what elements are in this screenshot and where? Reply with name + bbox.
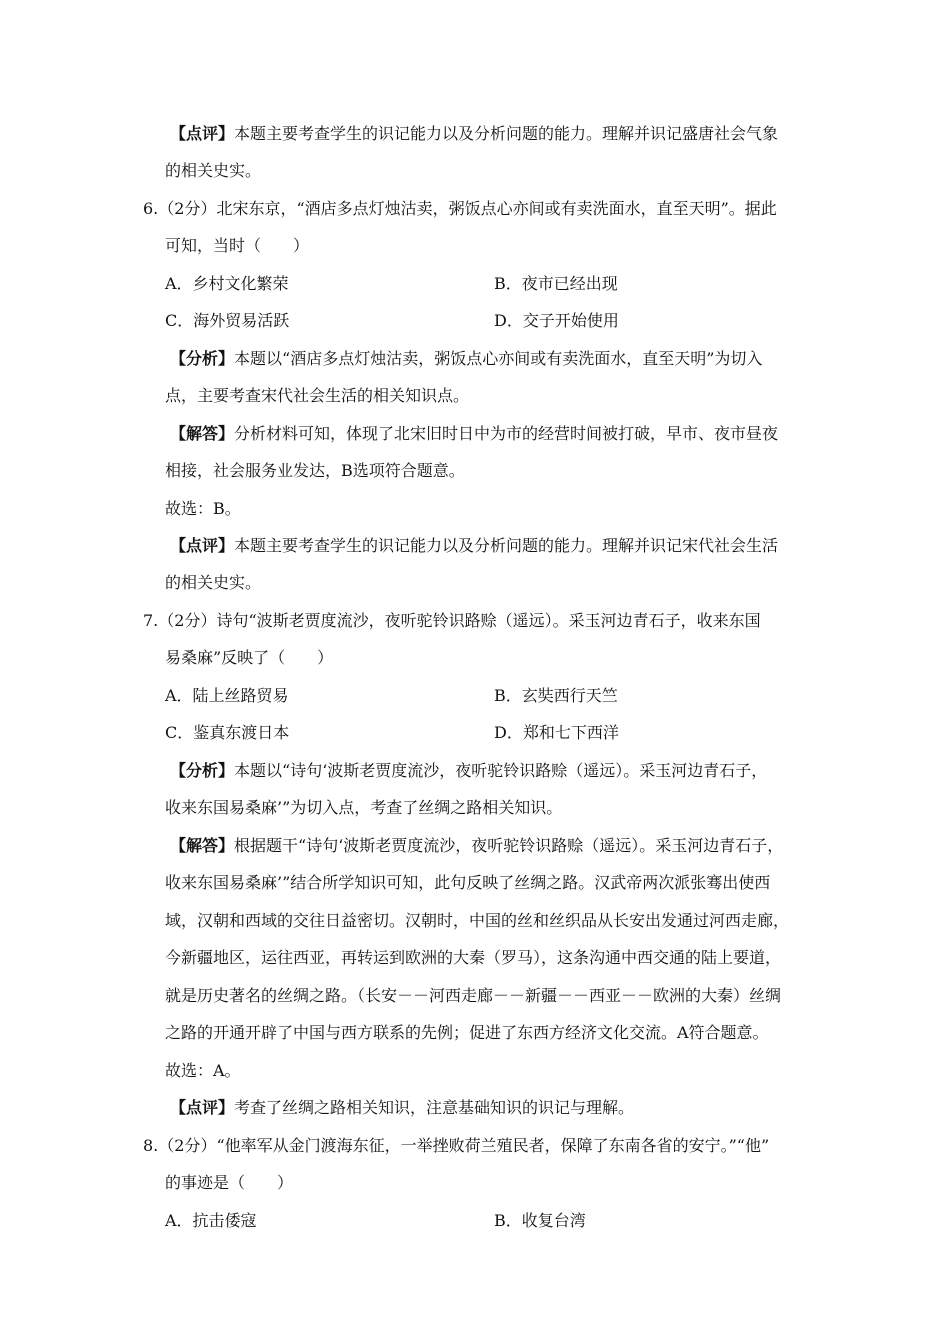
analysis-tag: 【分析】: [170, 349, 235, 368]
q6-option-d: D．交子开始使用: [494, 311, 619, 330]
review-tag: 【点评】: [170, 124, 235, 143]
review-tag: 【点评】: [170, 1098, 235, 1117]
answer-text: 分析材料可知，体现了北宋旧时日中为市的经营时间被打破，早市、夜市昼夜: [234, 424, 779, 443]
q6-answer-line1: [170, 424, 778, 444]
q7-review-line1: [170, 1098, 634, 1118]
q7-answer-line2: 收来东国易桑麻’”结合所学知识可知，此句反映了丝绸之路。汉武帝两次派张骞出使西: [165, 873, 771, 892]
q6-analysis-line2: 点，主要考查宋代社会生活的相关知识点。: [165, 386, 470, 405]
answer-tag: 【解答】: [170, 836, 235, 855]
q8-stem-line2: 的事迹是（ ）: [165, 1173, 294, 1192]
q8-stem-line1: 8.（2分）“他率军从金门渡海东征，一举挫败荷兰殖民者，保障了东南各省的安宁。”“他”: [143, 1136, 770, 1155]
q6-review-line1: [170, 536, 778, 556]
q6-stem-line2: 可知，当时（ ）: [165, 236, 310, 255]
review-text: 考查了丝绸之路相关知识，注意基础知识的识记与理解。: [234, 1098, 635, 1117]
q6-analysis-line1: [170, 349, 762, 369]
review-q5-line2: 的相关史实。: [165, 161, 262, 180]
answer-text: 根据题干“诗句‘波斯老贾度流沙，夜听驼铃识路赊（遥远）。采玉河边青石子，: [234, 836, 784, 855]
review-q5-line1: [170, 124, 778, 144]
analysis-text: 本题以“诗句‘波斯老贾度流沙，夜听驼铃识路赊（遥远）。采玉河边青石子，: [234, 761, 768, 780]
q7-option-d: D．郑和七下西洋: [494, 723, 619, 742]
q7-analysis-line2: 收来东国易桑麻’”为切入点，考查了丝绸之路相关知识。: [165, 798, 563, 817]
analysis-tag: 【分析】: [170, 761, 235, 780]
q6-option-b: B．夜市已经出现: [494, 274, 618, 293]
q7-option-a: A．陆上丝路贸易: [165, 686, 289, 705]
q7-option-b: B．玄奘西行天竺: [494, 686, 618, 705]
q7-choice: 故选：A。: [165, 1061, 241, 1080]
q6-answer-line2: 相接，社会服务业发达，B选项符合题意。: [165, 461, 465, 480]
review-tag: 【点评】: [170, 536, 235, 555]
q7-answer-line1: [170, 836, 783, 856]
q7-answer-line6: 之路的开通开辟了中国与西方联系的先例；促进了东西方经济文化交流。A符合题意。: [165, 1023, 769, 1042]
q7-answer-line4: 今新疆地区，运往西亚，再转运到欧洲的大秦（罗马），这条沟通中西交通的陆上要道，: [165, 948, 782, 967]
q7-answer-line3: 域，汉朝和西域的交往日益密切。汉朝时，中国的丝和丝织品从长安出发通过河西走廊，: [165, 911, 790, 930]
q6-choice: 故选：B。: [165, 499, 241, 518]
q7-analysis-line1: [170, 761, 767, 781]
review-text: 本题主要考查学生的识记能力以及分析问题的能力。理解并识记宋代社会生活: [234, 536, 779, 555]
q7-answer-line5: 就是历史著名的丝绸之路。（长安－－河西走廊－－新疆－－西亚－－欧洲的大秦）丝绸: [165, 986, 782, 1005]
q8-option-a: A．抗击倭寇: [165, 1211, 257, 1230]
analysis-text: 本题以“酒店多点灯烛沽卖，粥饭点心亦间或有卖洗面水，直至天明”为切入: [234, 349, 763, 368]
q6-option-a: A．乡村文化繁荣: [165, 274, 289, 293]
q8-option-b: B．收复台湾: [494, 1211, 586, 1230]
q7-option-c: C．鉴真东渡日本: [165, 723, 290, 742]
answer-tag: 【解答】: [170, 424, 235, 443]
q6-review-line2: 的相关史实。: [165, 573, 262, 592]
q6-option-c: C．海外贸易活跃: [165, 311, 290, 330]
review-text: 本题主要考查学生的识记能力以及分析问题的能力。理解并识记盛唐社会气象: [234, 124, 779, 143]
q7-stem-line1: 7.（2分）诗句“波斯老贾度流沙，夜听驼铃识路赊（遥远）。采玉河边青石子，收来东国: [143, 611, 761, 630]
q6-stem-line1: 6.（2分）北宋东京，“酒店多点灯烛沽卖，粥饭点心亦间或有卖洗面水，直至天明”。据此: [143, 199, 777, 218]
q7-stem-line2: 易桑麻”反映了（ ）: [165, 648, 334, 667]
